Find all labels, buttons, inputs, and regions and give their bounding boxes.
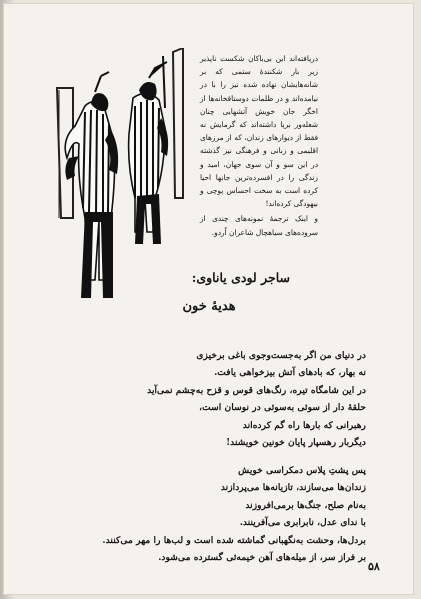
poem-line: پس پشتِ پلاس دمکراسی خویش: [238, 465, 366, 476]
hanging-figure-left: [57, 72, 118, 298]
poem-line: در دنیای من اگر به‌جست‌وجوی باغی برخیزی: [196, 350, 366, 361]
poem-line: دیگربار رهسپار پایان خونین خویشند!: [226, 437, 366, 449]
poem-line: با ندای عدل، نابرابری می‌آفرینند.: [239, 517, 366, 529]
intro-paragraph-2: و اینک ترجمهٔ نمونه‌های چندی از سروده‌های سیاهچال شاعران اُردو.: [200, 214, 318, 237]
page-number: ۵۸: [368, 560, 380, 573]
intro-paragraph-1: دریافته‌اند این بی‌باکان شکست ناپذیر زیر بار شکنندهٔ ستمی که بر شانه‌هایشان نهاده شده نیز را با در نیامده‌اند و در ظلمات دوستاقخانه‌ها از اخگر جان خویش آتشهایی چنان شعله‌ور برپا داشته‌اند که گرمایش نه فقط از دیوارهای زندان، که از مرزهای اقلیمی و زبانی و فرهنگی نیز گذشته در این سو و آن سوی جهان، امید و زندگی را در افسرده‌ترین جانها احیا کرده است به سخت احساس پوچی و بیهودگی کرده‌اند!: [200, 54, 318, 209]
poem-stanza-2: [64, 462, 366, 566]
intro-text: [200, 52, 318, 239]
poem-line: بر فراز سر، از میله‌های آهن خیمه‌ئی گسترده می‌شود.: [158, 552, 366, 564]
poem-line: بردل‌ها، وحشت به‌نگهبانی گماشته شده است و لب‌ها را مهر می‌کنند.: [102, 534, 366, 546]
poem-title: هدیهٔ خون: [182, 299, 236, 314]
poem-stanza-1: [64, 347, 366, 451]
poem-line: زندان‌ها می‌سازند، تازیانه‌ها می‌پردازند: [220, 482, 366, 494]
poem-line: در این شامگاه تیره، رنگ‌های قوس و قزح به‌چشم نمی‌آید: [147, 384, 366, 396]
poem-line: حلقهٔ دار از سوئی به‌سوئی در نوسان است،: [199, 402, 366, 414]
poem-line: نه بهار، که بادهای آتش بیزخواهی یافت.: [214, 367, 366, 379]
poem-author: ساجر لودی یاناوی:: [191, 270, 290, 285]
poem-line: رهبرانی که بارها راه گم کرده‌اند: [242, 419, 366, 431]
hanging-figure-right: [129, 48, 183, 244]
prisoners-illustration: [55, 48, 190, 303]
poem-line: به‌نام صلح، جنگ‌ها برمی‌افروزند: [245, 499, 366, 511]
